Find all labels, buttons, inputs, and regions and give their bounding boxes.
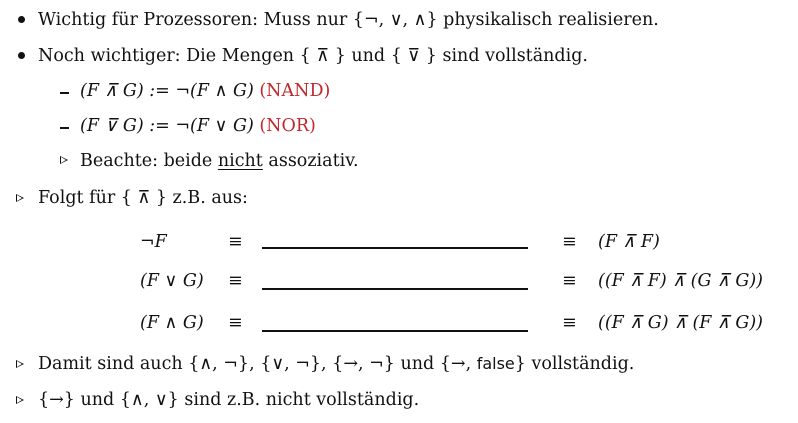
- equiv-sign: ≡: [228, 271, 243, 291]
- equiv-sign: ≡: [228, 232, 243, 252]
- triangle-bullet-icon: [16, 360, 24, 368]
- note-suffix: assoziativ.: [262, 151, 359, 171]
- nand-definition: [80, 79, 330, 103]
- fill-in-blank: [262, 330, 528, 332]
- dash-marker: [60, 92, 69, 94]
- equiv-right: ((F ⊼ F) ⊼ (G ⊼ G)): [598, 271, 764, 291]
- text-line-follows: Folgt für { ⊼ } z.B. aus:: [38, 188, 248, 208]
- equiv-right: ((F ⊼ G) ⊼ (F ⊼ G)): [598, 313, 764, 333]
- note-associative: [80, 149, 359, 173]
- complete-sets-before: Damit sind auch {∧, ¬}, {∨, ¬}, {→, ¬} und {→,: [38, 354, 477, 374]
- text-line-also-complete: [38, 352, 634, 376]
- equiv-left: (F ∧ G): [140, 313, 204, 333]
- note-emphasis: nicht: [217, 151, 263, 171]
- fill-in-blank: [262, 288, 528, 290]
- equiv-sign: ≡: [562, 232, 577, 252]
- equiv-left: ¬F: [140, 232, 167, 252]
- nand-label: (NAND): [259, 81, 331, 101]
- nand-formula: (F ⊼ G) := ¬(F ∧ G): [80, 81, 254, 101]
- equiv-sign: ≡: [562, 313, 577, 333]
- note-prefix: Beachte: beide: [80, 151, 218, 171]
- nor-formula: (F ⊽ G) := ¬(F ∨ G): [80, 116, 254, 136]
- equiv-right: (F ⊼ F): [598, 232, 660, 252]
- triangle-bullet-icon: [60, 156, 68, 164]
- bullet-dot: [18, 16, 25, 23]
- nor-label: (NOR): [259, 116, 316, 136]
- triangle-bullet-icon: [16, 194, 24, 202]
- text-line-complete-sets: Noch wichtiger: Die Mengen { ⊼ } und { ⊽ } sind vollständig.: [38, 46, 588, 66]
- triangle-bullet-icon: [16, 396, 24, 404]
- equiv-sign: ≡: [228, 313, 243, 333]
- false-constant: false: [476, 354, 515, 373]
- bullet-dot: [18, 52, 25, 59]
- text-line-not-complete: {→} und {∧, ∨} sind z.B. nicht vollständig.: [38, 390, 420, 410]
- equiv-left: (F ∨ G): [140, 271, 204, 291]
- nor-definition: [80, 114, 316, 138]
- complete-sets-after: } vollständig.: [514, 354, 635, 374]
- equiv-sign: ≡: [562, 271, 577, 291]
- dash-marker: [60, 127, 69, 129]
- text-line-processors: Wichtig für Prozessoren: Muss nur {¬, ∨, ∧} physikalisch realisieren.: [38, 10, 659, 30]
- fill-in-blank: [262, 247, 528, 249]
